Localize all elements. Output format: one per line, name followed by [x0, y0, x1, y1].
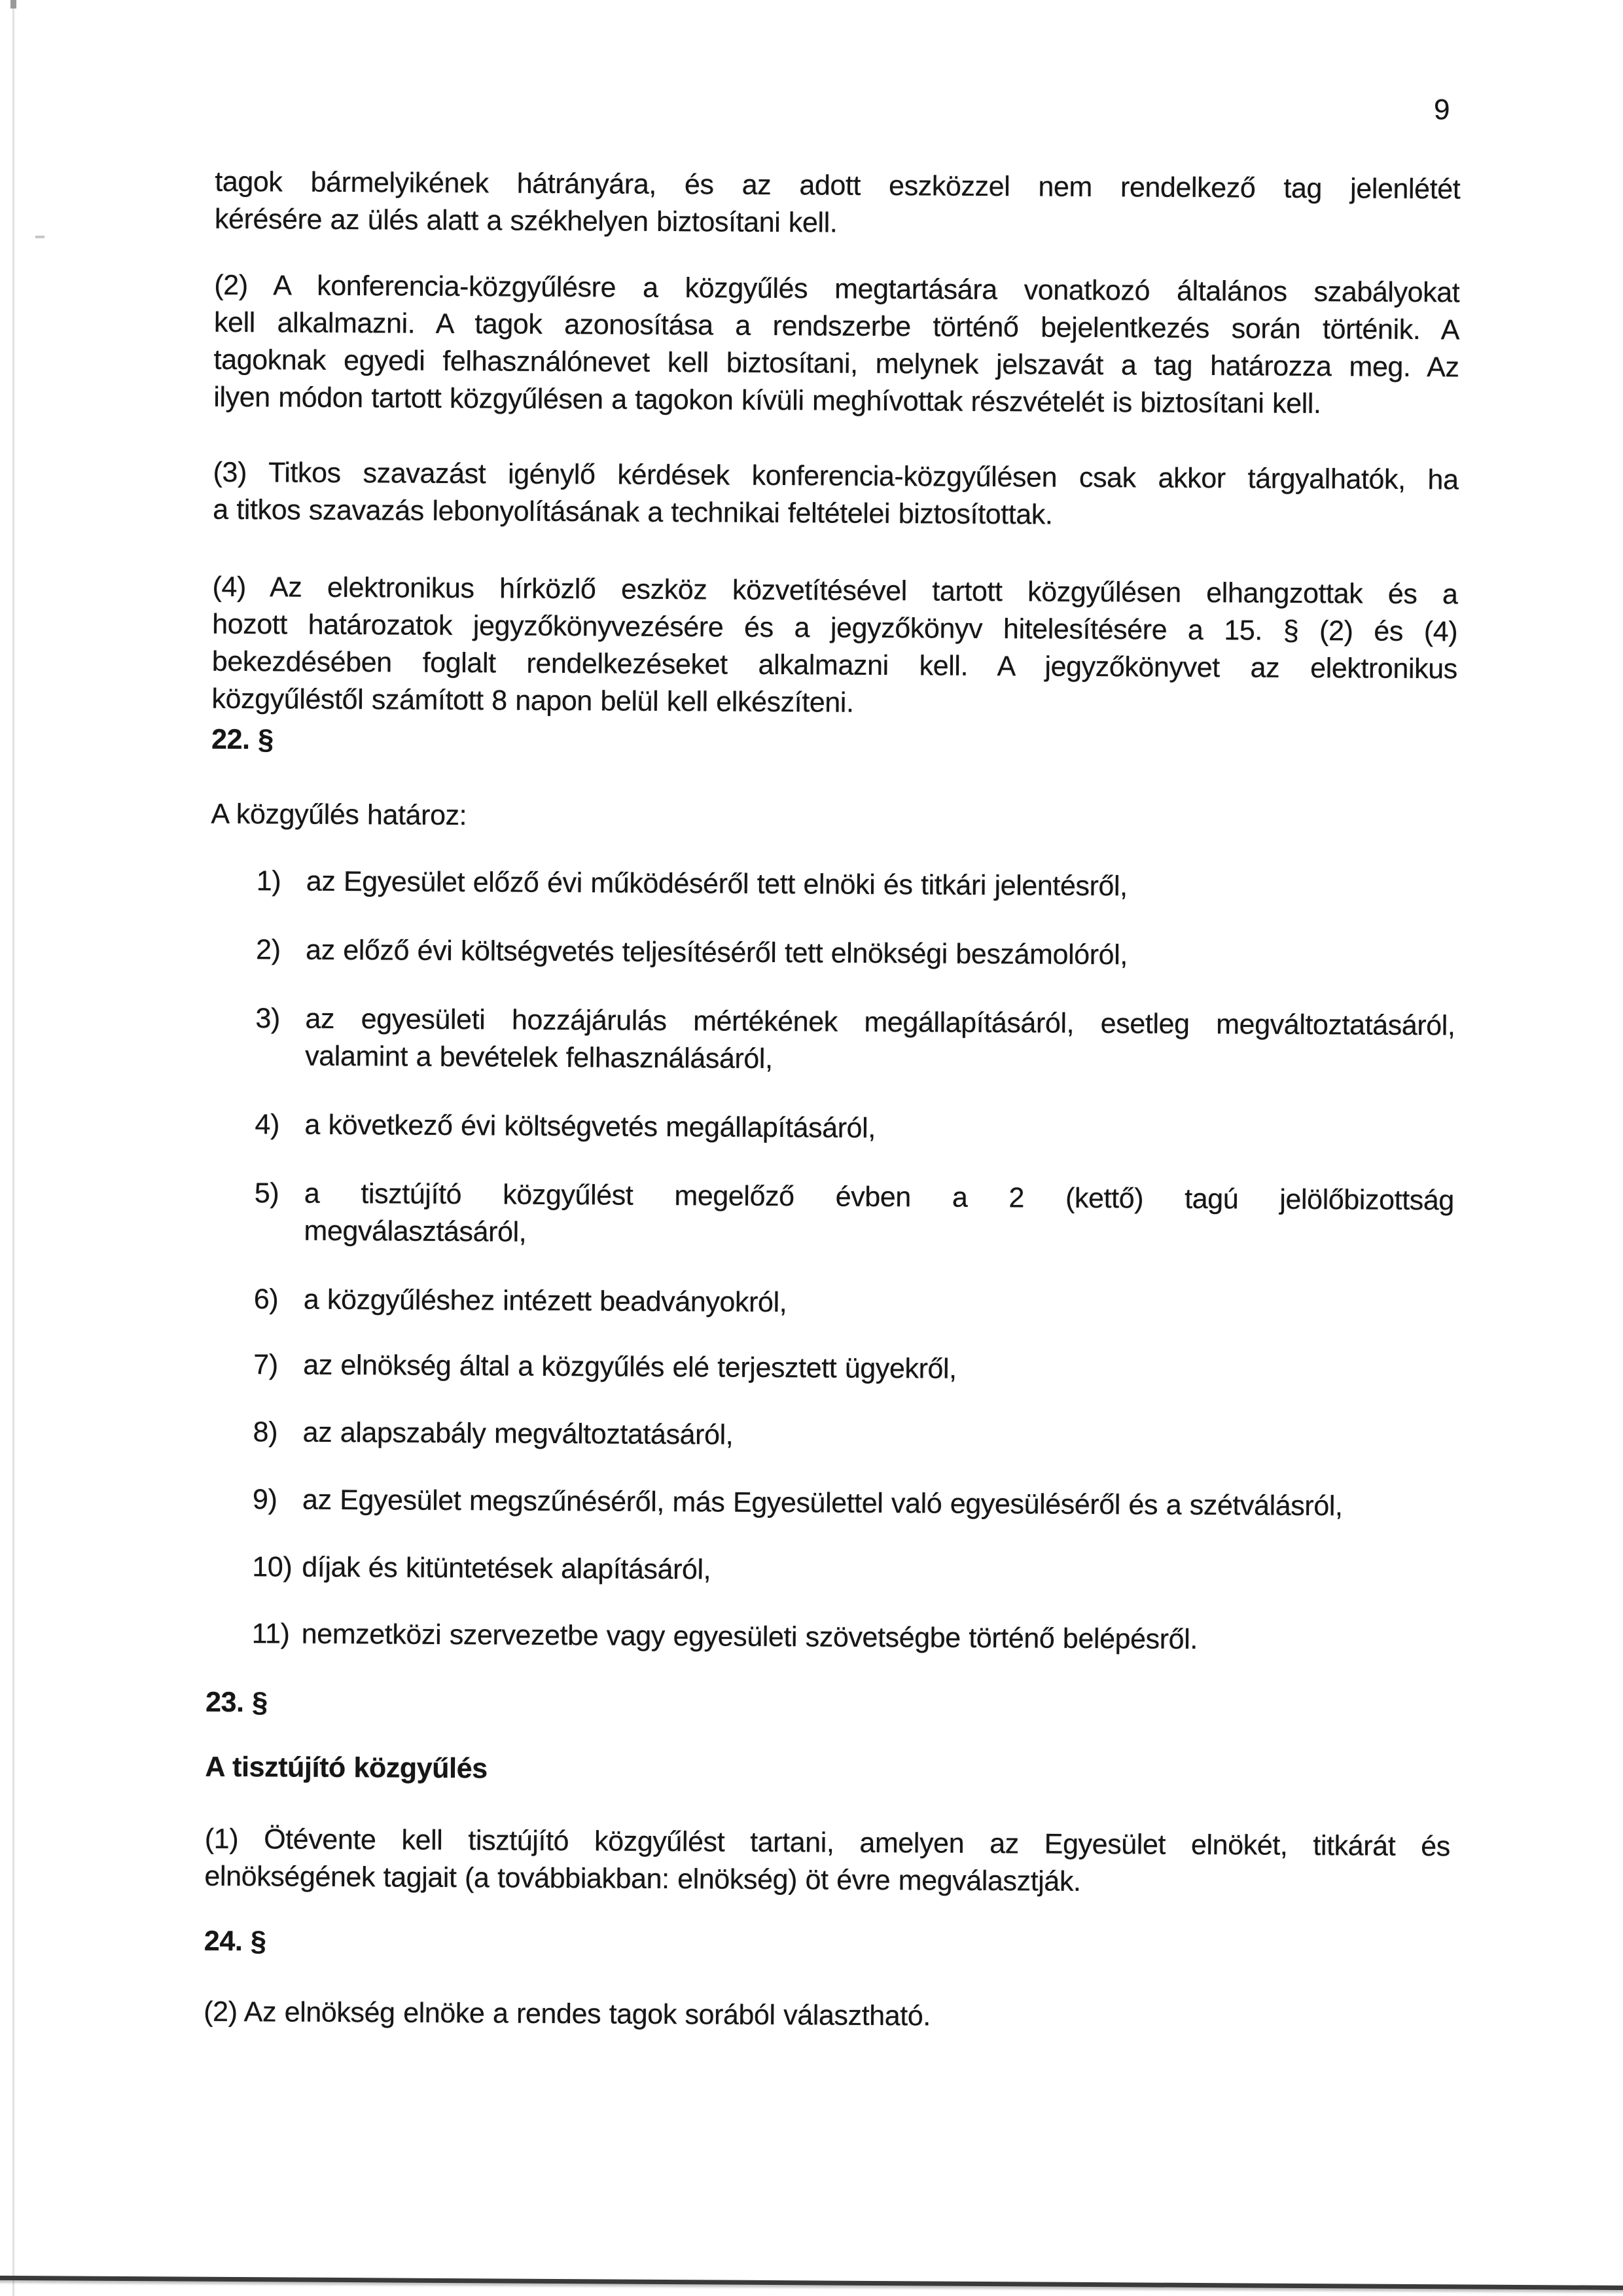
list-marker: 10): [252, 1551, 293, 1583]
list-item-text: nemzetközi szervezetbe vagy egyesületi szövetségbe történő belépésről.: [301, 1618, 1198, 1655]
paragraph-line: közgyűléstől számított 8 napon belül kell elkészíteni.: [211, 683, 854, 719]
list-marker: 5): [254, 1177, 279, 1210]
page-number: 9: [1433, 94, 1450, 126]
paragraph-line: kell alkalmazni. A tagok azonosítása a rendszerbe történő bejelentkezés során történik. A: [213, 306, 1460, 346]
list-item-text: a közgyűléshez intézett beadványokról,: [303, 1283, 787, 1319]
list-item-line: valamint a bevételek felhasználásáról,: [305, 1040, 773, 1075]
list-item-line: [255, 1106, 1454, 1151]
section-heading-text: 22. §: [211, 723, 274, 756]
list-marker: 7): [253, 1349, 278, 1381]
list-item-line: [252, 1549, 1452, 1593]
list-item: [253, 1346, 1453, 1391]
paragraph-line: (1) Ötévente kell tisztújító közgyűlést tartani, amelyen az Egyesület elnökét, titkárát és: [204, 1823, 1450, 1863]
list-item-text: az Egyesület megszűnéséről, más Egyesülettel való egyesüléséről és a szétválásról,: [302, 1484, 1343, 1522]
paragraph-line: elnökségének tagjait (a továbbiakban: elnökség) öt évre megválasztják.: [204, 1860, 1081, 1897]
list-item-line: [253, 1414, 1452, 1458]
paragraph-line: (3) Titkos szavazást igénylő kérdések konferencia-közgyűlésen csak akkor tárgyalhatók, ha: [213, 456, 1459, 496]
list-marker: 2): [255, 934, 281, 966]
paragraph-line: ilyen módon tartott közgyűlésen a tagokon kívüli meghívottak részvételét is biztosítani kell.: [213, 381, 1321, 420]
list-marker: 8): [253, 1416, 278, 1448]
list-item: [256, 931, 1455, 976]
list-item-text: az egyesületi hozzájárulás mértékének megállapításáról, esetleg megváltoztatásáról,: [305, 1003, 1455, 1042]
list-item-text: az előző évi költségvetés teljesítéséről tett elnökségi beszámolóról,: [305, 934, 1128, 971]
paragraph: [213, 454, 1459, 537]
paragraph-line: bekezdésében foglalt rendelkezéseket alkalmazni kell. A jegyzőkönyvet az elektronikus: [211, 645, 1457, 685]
paragraph: [215, 164, 1461, 246]
list-item-text: az alapszabály megváltoztatásáról,: [302, 1416, 734, 1451]
list-marker: 9): [252, 1484, 277, 1516]
list-marker: 6): [253, 1283, 279, 1316]
list-item: [254, 1281, 1454, 1325]
list-marker: 1): [256, 865, 281, 897]
paragraph: [204, 1821, 1450, 1903]
list-item-line: [257, 863, 1456, 907]
list-item-line: [256, 931, 1455, 976]
section-heading: [204, 1923, 1450, 1968]
paragraph-line: hozott határozatok jegyzőkönyvezésére és a jegyzőkönyv hitelesítésére a 15. § (2) és (4): [212, 608, 1458, 648]
list-item-line: [252, 1615, 1452, 1660]
list-marker: 4): [255, 1109, 280, 1141]
intro: [211, 796, 1456, 841]
list-item: [252, 1615, 1452, 1660]
section-heading: [211, 721, 1457, 766]
paragraph-line: (2) Az elnökség elnöke a rendes tagok sorából választható.: [204, 1996, 931, 2032]
paragraph: [204, 1994, 1449, 2039]
paragraph-line: tagok bármelyikének hátrányára, és az adott eszközzel nem rendelkező tag jelenlétét: [215, 166, 1461, 206]
intro-text: A közgyűlés határoz:: [211, 798, 467, 832]
list-item-line: [253, 1346, 1453, 1391]
list-marker: 3): [255, 1003, 281, 1035]
list-item: [253, 1481, 1452, 1526]
list-item: [254, 1175, 1454, 1257]
list-item-text: díjak és kitüntetések alapításáról,: [302, 1551, 711, 1586]
list-item: [252, 1549, 1452, 1593]
paragraph-line: (4) Az elektronikus hírközlő eszköz közvetítésével tartott közgyűlésen elhangzottak és a: [212, 571, 1458, 611]
paragraph-line: (2) A konferencia-közgyűlésre a közgyűlés megtartására vonatkozó általános szabályokat: [214, 269, 1460, 309]
list-item-text: az Egyesület előző évi működéséről tett elnöki és titkári jelentésről,: [306, 865, 1128, 903]
list-item-text: az elnökség által a közgyűlés elé terjesztett ügyekről,: [303, 1349, 957, 1385]
list-marker: 11): [251, 1618, 290, 1650]
scan-edge-artifact-bottom: [0, 2276, 1623, 2291]
paragraph-line: a titkos szavazás lebonyolításának a technikai feltételei biztosítottak.: [213, 493, 1053, 531]
list-item-line: [253, 1481, 1452, 1526]
paragraph-line: kérésére az ülés alatt a székhelyen biztosítani kell.: [214, 203, 838, 239]
section-heading-text: 24. §: [204, 1925, 266, 1958]
paragraph: [211, 569, 1457, 726]
list-item-text: a következő évi költségvetés megállapításáról,: [304, 1109, 876, 1144]
sub-heading-text: A tisztújító közgyűlés: [205, 1751, 488, 1785]
list-item: [257, 863, 1456, 907]
section-heading: [205, 1684, 1451, 1729]
paragraph: [213, 267, 1459, 424]
list-item-line: [254, 1281, 1454, 1325]
list-item: [255, 1000, 1455, 1082]
list-item-line: megválasztásáról,: [304, 1215, 527, 1248]
list-item: [255, 1106, 1454, 1151]
list-item-text: a tisztújító közgyűlést megelőző évben a 2 (kettő) tagú jelölőbizottság: [304, 1177, 1454, 1217]
section-heading-text: 23. §: [205, 1686, 268, 1719]
paragraph-line: tagoknak egyedi felhasználónevet kell biztosítani, melynek jelszavát a tag határozza meg. Az: [213, 344, 1459, 384]
sub-heading: [205, 1749, 1450, 1794]
list-item: [253, 1414, 1452, 1458]
